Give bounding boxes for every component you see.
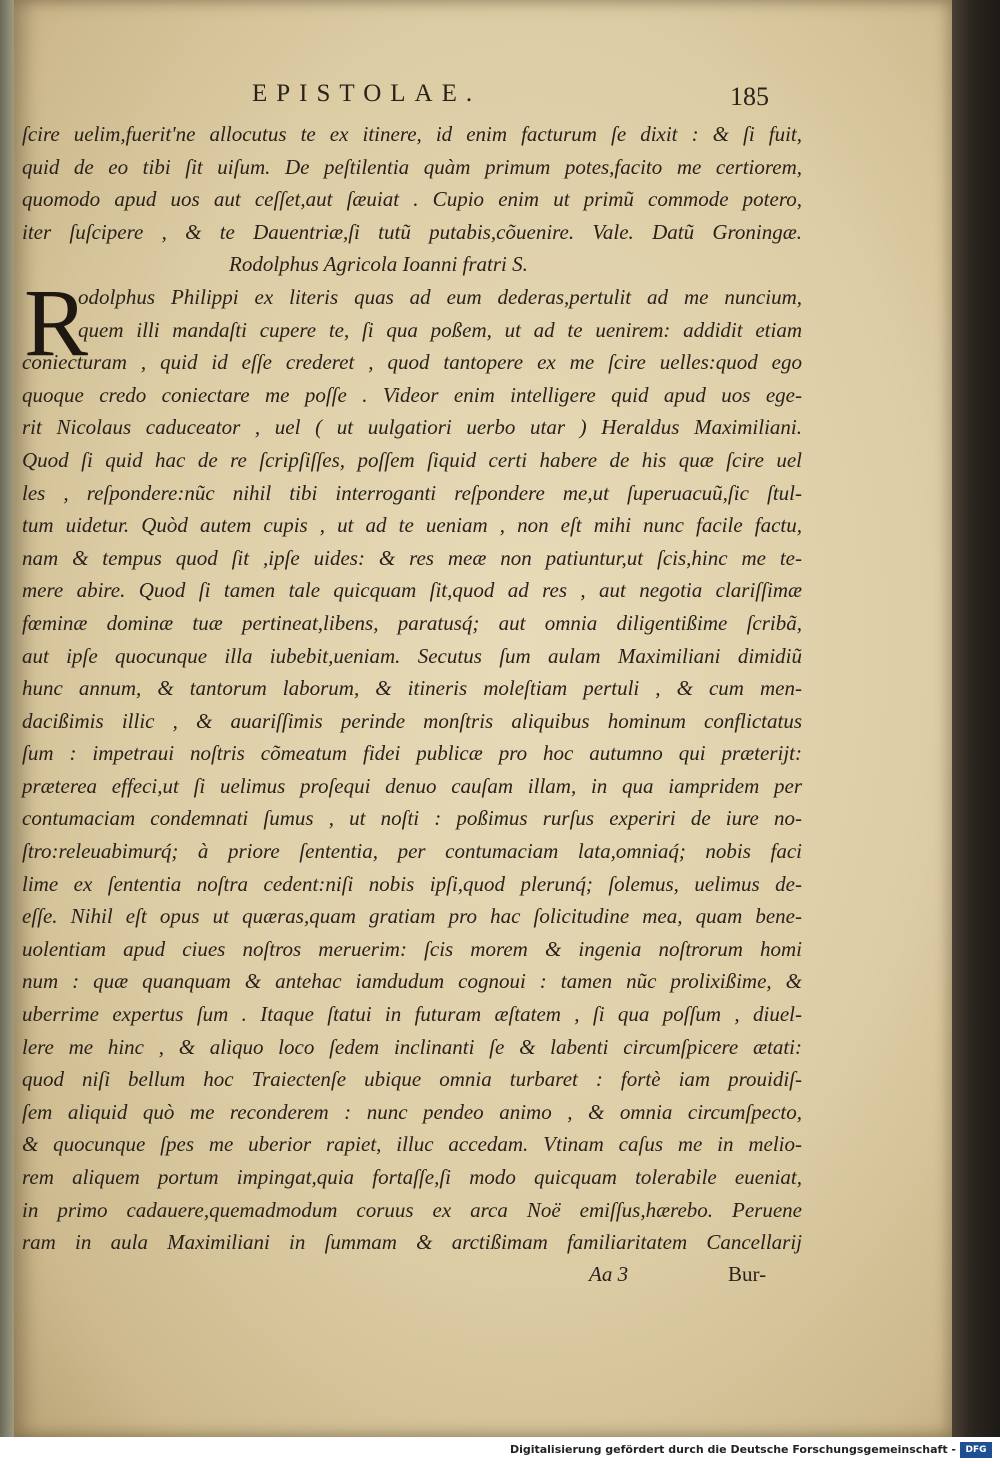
text-line: quem illi mandaſti cupere te, ſi qua poßem, ut ad te uenirem: addidit etiam bbox=[78, 317, 802, 342]
text-line: Quod ſi quid hac de re ſcripſiſſes, poſſem ſiquid certi habere de his quæ ſcire uel bbox=[22, 447, 802, 472]
credit-bar bbox=[0, 1437, 1000, 1464]
text-line: rem aliquem portum impingat,quia fortaſſe,ſi modo quicquam tolerabile eueniat, bbox=[22, 1165, 802, 1189]
text-line: ſem aliquid quò me reconderem : nunc pendeo animo , & omnia circumſpecto, bbox=[22, 1099, 802, 1124]
signature-mark: Aa 3 bbox=[589, 1262, 629, 1286]
text-line: ram in aula Maximiliani in ſummam & arctißimam familiaritatem Cancellarij bbox=[22, 1230, 802, 1255]
text-line: & quocunque ſpes me uberior rapiet, illuc accedam. Vtinam caſus me in melio- bbox=[22, 1132, 802, 1157]
dfg-logo: DFG bbox=[960, 1442, 992, 1458]
text-block bbox=[22, 118, 802, 1259]
text-line: ſum : impetraui noſtris cõmeatum fidei publicæ pro hoc autumno qui præterijt: bbox=[22, 741, 802, 766]
text-line: quid de eo tibi ſit uiſum. De peſtilentia quàm primum potes,facito me certiorem, bbox=[22, 154, 802, 179]
page-footer bbox=[14, 1262, 952, 1292]
text-line: fœminæ dominæ tuæ pertineat,libens, paratusq́; aut omnia diligentißime ſcribã, bbox=[22, 610, 802, 635]
text-line: les , reſpondere:nũc nihil tibi interroganti reſpondere me,ut ſuperuacuũ,ſic ſtul- bbox=[22, 480, 802, 505]
text-line: iter ſuſcipere , & te Dauentriæ,ſi tutũ putabis,cõuenire. Vale. Datũ Groningæ. bbox=[22, 219, 802, 244]
text-line: ſtro:releuabimurq́; à priore ſententia, per contumaciam lata,omniaq́; nobis faci bbox=[22, 839, 802, 864]
text-line: nam & tempus quod ſit ,ipſe uides: & res meæ non patiuntur,ut ſcis,hinc me te- bbox=[22, 545, 802, 570]
letter-heading: Rodolphus Agricola Ioanni fratri S. bbox=[229, 252, 528, 277]
text-line: tum uidetur. Quòd autem cupis , ut ad te ueniam , non eſt mihi nunc facile factu, bbox=[22, 513, 802, 538]
text-line: lere me hinc , & aliquo loco ſedem inclinanti ſe & labenti circumſpicere ætati: bbox=[22, 1034, 802, 1059]
book-page bbox=[14, 0, 952, 1437]
text-line: eſſe. Nihil eſt opus ut quæras,quam gratiam pro hac ſolicitudine mea, quam bene- bbox=[22, 904, 802, 929]
catchword: Bur- bbox=[728, 1262, 767, 1286]
text-line: dacißimis illic , & auariſſimis perinde monſtris aliquibus hominum conflictatus bbox=[22, 708, 802, 733]
text-line: lime ex ſententia noſtra cedent:niſi nobis ipſi,quod plerunq́; ſolemus, uelimus de- bbox=[22, 871, 802, 896]
text-line: uberrime expertus ſum . Itaque ſtatui in futuram æſtatem , ſi qua poſſum , diuel- bbox=[22, 1002, 802, 1027]
page-number: 185 bbox=[730, 82, 769, 111]
text-line: contumaciam condemnati ſumus , ut noſti : poßimus rurſus experiri de iure no- bbox=[22, 806, 802, 831]
text-line: quoque credo coniectare me poſſe . Videor enim intelligere quid apud uos ege- bbox=[22, 382, 802, 407]
text-line: aut ipſe quocunque illa iubebit,ueniam. Secutus ſum aulam Maximiliani dimidiũ bbox=[22, 643, 802, 668]
running-head bbox=[14, 80, 952, 116]
text-line: uolentiam apud ciues noſtros meruerim: ſcis morem & ingenia noſtrorum homi bbox=[22, 936, 802, 961]
credit-text: Digitalisierung gefördert durch die Deutsche Forschungsgemeinschaft - bbox=[509, 1443, 956, 1456]
text-line: quomodo apud uos aut ceſſet,aut ſæuiat . Cupio enim ut primũ commode potero, bbox=[22, 187, 802, 212]
drop-cap: R bbox=[24, 268, 89, 376]
text-line: num : quæ quanquam & antehac iamdudum cognoui : tamen nũc prolixißime, & bbox=[22, 969, 802, 994]
text-line: quod niſi bellum hoc Traiectenſe ubique omnia turbaret : fortè iam prouidiſ- bbox=[22, 1067, 802, 1092]
text-line: odolphus Philippi ex literis quas ad eum dederas,pertulit ad me nuncium, bbox=[78, 284, 802, 309]
text-line: præterea effeci,ut ſi uelimus proſequi denuo cauſam illam, in qua iampridem per bbox=[22, 773, 802, 798]
text-line: ſcire uelim,fuerit'ne allocutus te ex itinere, id enim facturum ſe dixit : & ſi fuit, bbox=[22, 122, 802, 146]
page-edge-shadow bbox=[952, 0, 1000, 1437]
running-head-title: EPISTOLAE. bbox=[252, 80, 482, 107]
text-line: in primo cadauere,quemadmodum coruus ex arca Noë emiſſus,hærebo. Peruene bbox=[22, 1197, 802, 1222]
text-line: coniecturam , quid id eſſe crederet , quod tantopere ex me ſcire uelles:quod ego bbox=[22, 350, 802, 375]
text-line: mere abire. Quod ſi tamen tale quicquam ſit,quod ad res , aut negotia clariſſimæ bbox=[22, 578, 802, 603]
text-line: rit Nicolaus caduceator , uel ( ut uulgatiori uerbo utar ) Heraldus Maximiliani. bbox=[22, 415, 802, 440]
text-line: hunc annum, & tantorum laborum, & itineris moleſtiam pertuli , & cum men- bbox=[22, 676, 802, 701]
